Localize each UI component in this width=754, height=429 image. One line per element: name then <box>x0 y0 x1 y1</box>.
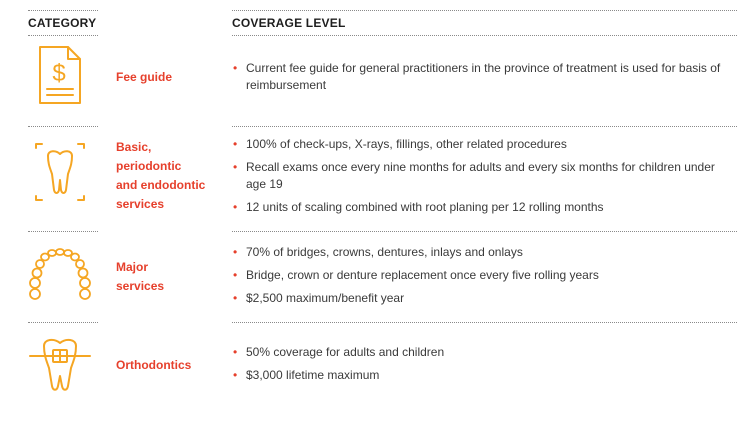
category-label-basic-services: Basic, periodontic and endodontic services <box>116 140 206 211</box>
row-divider <box>28 126 98 127</box>
svg-text:$: $ <box>52 60 66 87</box>
coverage-item: • Current fee guide for general practitioners in the province of treatment is used for basis of reimbursement <box>232 60 737 94</box>
coverage-list-basic-services <box>232 136 737 222</box>
row-divider <box>28 322 98 323</box>
fee-guide-document-icon <box>28 45 92 105</box>
coverage-item: • Bridge, crown or denture replacement once every five rolling years <box>232 267 737 284</box>
header-top-divider <box>28 10 98 11</box>
coverage-item: • 12 units of scaling combined with root planing per 12 rolling months <box>232 199 737 216</box>
coverage-list-orthodontics <box>232 344 737 390</box>
row-divider <box>232 231 737 232</box>
coverage-list-fee-guide <box>232 60 737 100</box>
category-label-fee-guide: Fee guide <box>116 70 173 84</box>
coverage-item: • 100% of check-ups, X-rays, fillings, other related procedures <box>232 136 737 153</box>
coverage-item: • $2,500 maximum/benefit year <box>232 290 737 307</box>
row-divider <box>232 322 737 323</box>
header-bottom-divider <box>28 35 98 36</box>
category-label-orthodontics: Orthodontics <box>116 358 192 372</box>
tooth-icon <box>28 142 92 202</box>
category-label-major-services: Major services <box>116 260 165 293</box>
header-top-divider <box>232 10 737 11</box>
coverage-item: • 70% of bridges, crowns, dentures, inlays and onlays <box>232 244 737 261</box>
coverage-item: • 50% coverage for adults and children <box>232 344 737 361</box>
row-divider <box>232 126 737 127</box>
coverage-level-header: COVERAGE LEVEL <box>232 16 346 30</box>
header-bottom-divider <box>232 35 737 36</box>
category-header: CATEGORY <box>28 16 97 30</box>
coverage-list-major-services <box>232 244 737 313</box>
braces-tooth-icon <box>28 334 92 394</box>
coverage-item: • Recall exams once every nine months for adults and every six months for children under age 19 <box>232 159 737 193</box>
dental-arch-icon <box>28 245 92 305</box>
row-divider <box>28 231 98 232</box>
coverage-item: • $3,000 lifetime maximum <box>232 367 737 384</box>
